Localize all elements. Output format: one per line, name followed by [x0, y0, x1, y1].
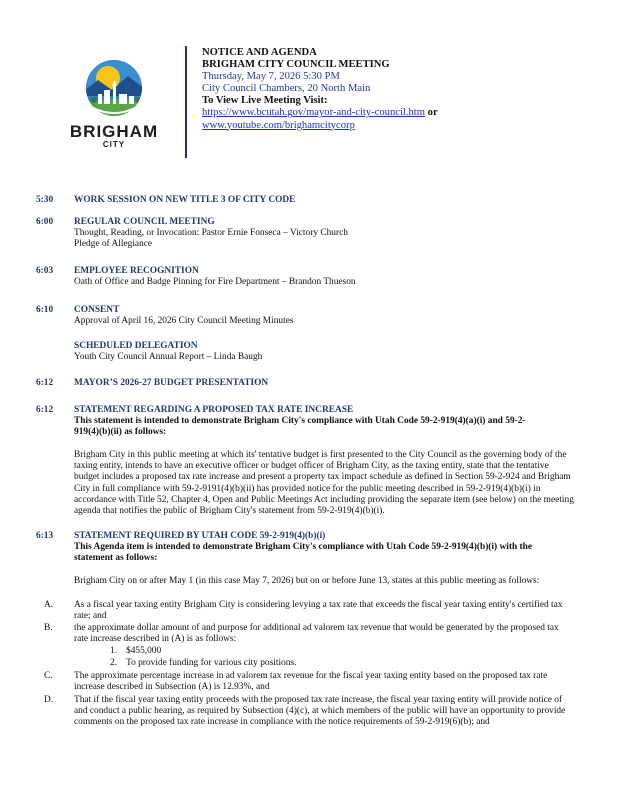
item-time: 6:13	[36, 531, 54, 541]
item-title: SCHEDULED DELEGATION	[74, 341, 198, 351]
sublist-marker: 1.	[110, 646, 118, 656]
list-marker: D.	[44, 695, 54, 705]
invocation-line: Thought, Reading, or Invocation: Pastor Ernie Fonseca – Victory Church	[74, 228, 348, 239]
brigham-city-logo	[58, 56, 170, 148]
required-statement-intro: Brigham City on or after May 1 (in this case May 7, 2026) but on or before June 13, states at this public meeting as follows:	[74, 576, 540, 586]
sublist-text: To provide funding for various city positions.	[126, 658, 297, 668]
list-text: The approximate percentage increase in ad valorem tax revenue for the fiscal year taxing entity based on the proposed tax rate increase described in Subsection (A) is 12.93%, and	[74, 671, 548, 693]
sublist-marker: 2.	[110, 658, 118, 668]
meeting-date: Thursday, May 7, 2026 5:30 PM	[202, 71, 340, 83]
view-live-label: To View Live Meeting Visit:	[202, 95, 328, 107]
header-divider	[185, 46, 187, 158]
item-title: STATEMENT REGARDING A PROPOSED TAX RATE INCREASE	[74, 405, 354, 415]
list-text: As a fiscal year taxing entity Brigham City is considering levying a tax rate that exceeds the fiscal year taxing entity's certified tax rate; and	[74, 600, 563, 622]
item-time: 6:12	[36, 378, 54, 388]
notice-title: NOTICE AND AGENDA	[202, 47, 317, 58]
logo-wordmark: BRIGHAM	[69, 122, 159, 141]
oath-line: Oath of Office and Badge Pinning for Fire Department – Brandon Thueson	[74, 277, 356, 288]
sublist-text: $455,000	[126, 646, 162, 656]
pledge-line: Pledge of Allegiance	[74, 239, 153, 250]
item-time: 6:03	[36, 266, 54, 276]
compliance-statement-line2: 919(4)(b)(ii) as follows:	[74, 427, 167, 438]
tax-statement-paragraph: Brigham City in this public meeting at which its' tentative budget is first presented to the City Council as the governing body of the taxing entity, intends to have an executive officer or budget officer of Brigham City, as the taxing entity, state that the tentative budget includes a proposed tax rate increase and present a property tax impact schedule as defined in Section 59-2-924 and Brigham City in full compliance with 59-2-9191(4)(b)(ii) has provided notice for the public meeting described in 59-2-919(4)(b)(i) in accordance with Title 52, Chapter 4, Open and Public Meetings Act including providing the separate item (see below) on the meeting agenda that notifies the public of Brigham City's statement from 59-2-919(4)(b)(i).	[74, 450, 574, 517]
list-text: That if the fiscal year taxing entity proceeds with the proposed tax rate increase, the fiscal year taxing entity will provide notice of and conduct a public hearing, as required by Subsection (4)(c), at which members of the public will have an opportunity to provide comments on the proposed tax rate increase in compliance with the notice requirements of 59-2-919(6)(b); and	[74, 695, 566, 728]
youth-council-line: Youth City Council Annual Report – Linda Baugh	[74, 352, 263, 363]
item-time: 6:12	[36, 405, 54, 415]
list-marker: C.	[44, 671, 53, 681]
item-title: WORK SESSION ON NEW TITLE 3 OF CITY CODE	[74, 195, 296, 205]
compliance-statement-line1: This Agenda item is intended to demonstrate Brigham City's compliance with Utah Code 59-2-919(4)(b)(i) with the	[74, 542, 533, 553]
list-marker: A.	[44, 600, 54, 610]
or-text: or	[425, 107, 438, 119]
item-title: STATEMENT REQUIRED BY UTAH CODE 59-2-919(4)(b)(i)	[74, 531, 326, 541]
header-block	[202, 47, 438, 132]
compliance-statement-line2: statement as follows:	[74, 553, 158, 564]
list-text: the approximate dollar amount of and purpose for additional ad valorem tax revenue that would be generated by the proposed tax rate increase described in (A) is as follows:	[74, 623, 559, 645]
item-title: MAYOR’S 2026-27 BUDGET PRESENTATION	[74, 378, 269, 388]
compliance-statement-line1: This statement is intended to demonstrate Brigham City's compliance with Utah Code 59-2-919(4)(a)(i) and 59-2-	[74, 416, 526, 427]
list-marker: B.	[44, 623, 53, 633]
youtube-link[interactable]: www.youtube.com/brighamcitycorp	[202, 119, 355, 131]
logo-subword: CITY	[102, 140, 126, 149]
item-title: CONSENT	[74, 305, 120, 315]
item-time: 5:30	[36, 195, 54, 205]
item-time: 6:10	[36, 305, 54, 315]
council-website-link[interactable]: https://www.bcutah.gov/mayor-and-city-council.htm	[202, 107, 425, 119]
item-time: 6:00	[36, 217, 54, 227]
item-title: REGULAR COUNCIL MEETING	[74, 217, 215, 227]
item-title: EMPLOYEE RECOGNITION	[74, 266, 199, 276]
meeting-location: City Council Chambers, 20 North Main	[202, 83, 371, 95]
minutes-line: Approval of April 16, 2026 City Council Meeting Minutes	[74, 316, 294, 327]
meeting-title: BRIGHAM CITY COUNCIL MEETING	[202, 59, 390, 71]
